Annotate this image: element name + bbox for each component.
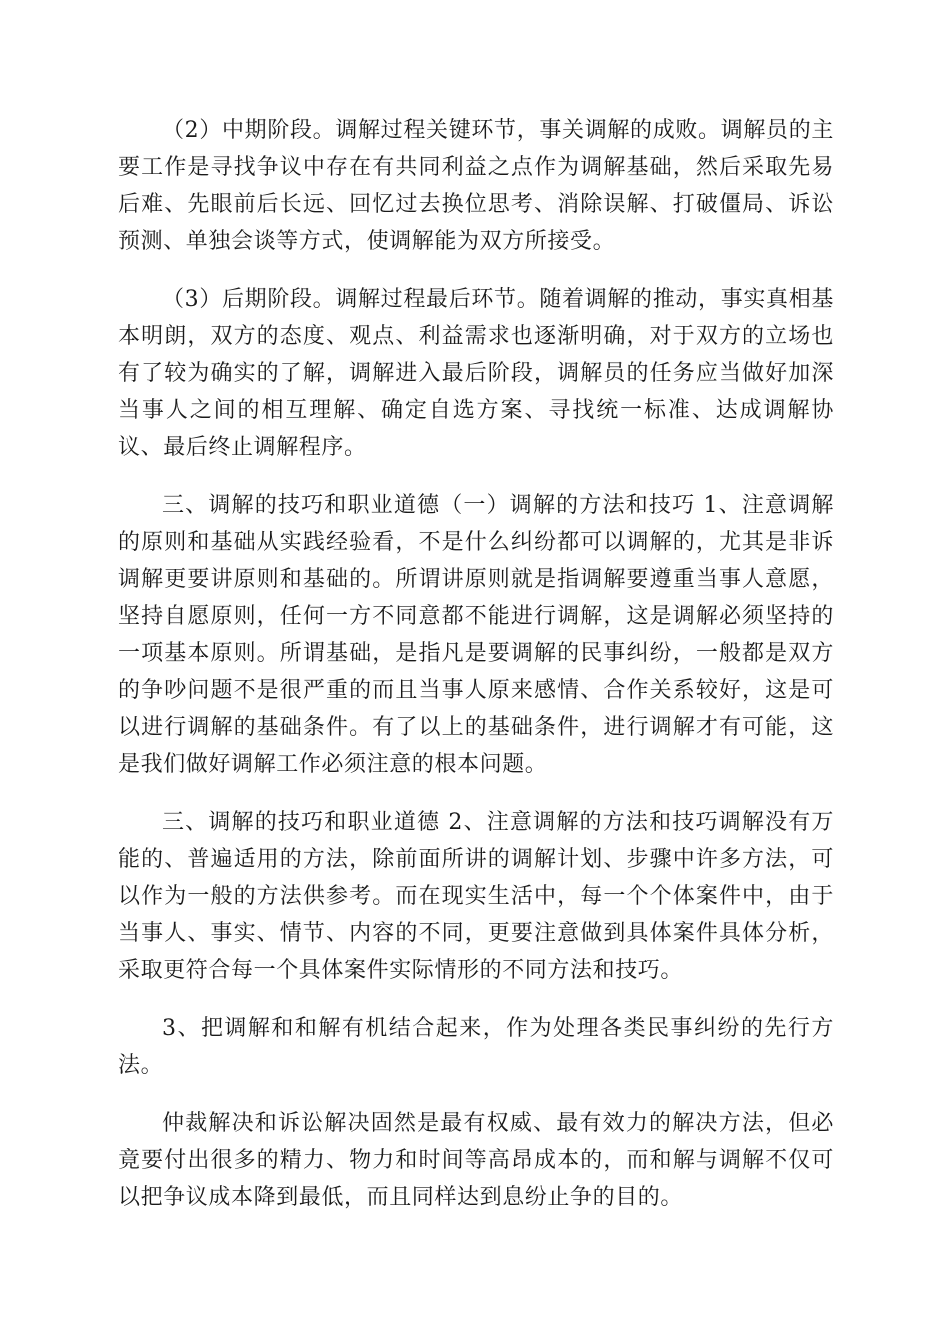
paragraph-late-stage: （3）后期阶段。调解过程最后环节。随着调解的推动，事实真相基本明朗，双方的态度、观点、利益需求也逐渐明确，对于双方的立场也有了较为确实的了解，调解进入最后阶段，调解员的任务应当做好加深当事人之间的相互理解、确定自选方案、寻找统一标准、达成调解协议、最后终止调解程序。: [118, 287, 834, 460]
paragraph-methods-and-skills: 三、调解的技巧和职业道德 2、注意调解的方法和技巧调解没有万能的、普遍适用的方法，除前面所讲的调解计划、步骤中许多方法，可以作为一般的方法供参考。而在现实生活中，每一个个体案件中，由于当事人、事实、情节、内容的不同，更要注意做到具体案件具体分析，采取更符合每一个具体案件实际情形的不同方法和技巧。: [118, 810, 834, 983]
paragraph-principles-and-basis: 三、调解的技巧和职业道德（一）调解的方法和技巧 1、注意调解的原则和基础从实践经验看，不是什么纠纷都可以调解的，尤其是非诉调解更要讲原则和基础的。所谓讲原则就是指调解要遵重当事人意愿，坚持自愿原则，任何一方不同意都不能进行调解，这是调解必须坚持的一项基本原则。所谓基础，是指凡是要调解的民事纠纷，一般都是双方的争吵问题不是很严重的而且当事人原来感情、合作关系较好，这是可以进行调解的基础条件。有了以上的基础条件，进行调解才有可能，这是我们做好调解工作必须注意的根本问题。: [118, 493, 834, 777]
document-body: [118, 112, 834, 1237]
paragraph-mid-stage: （2）中期阶段。调解过程关键环节，事关调解的成败。调解员的主要工作是寻找争议中存在有共同利益之点作为调解基础，然后采取先易后难、先眼前后长远、回忆过去换位思考、消除误解、打破僵局、诉讼预测、单独会谈等方式，使调解能为双方所接受。: [118, 118, 834, 254]
paragraph-combine-mediation: 3、把调解和和解有机结合起来，作为处理各类民事纠纷的先行方法。: [118, 1016, 834, 1078]
paragraph-arbitration-litigation: 仲裁解决和诉讼解决固然是最有权威、最有效力的解决方法，但必竟要付出很多的精力、物力和时间等高昂成本的，而和解与调解不仅可以把争议成本降到最低，而且同样达到息纷止争的目的。: [118, 1111, 834, 1210]
